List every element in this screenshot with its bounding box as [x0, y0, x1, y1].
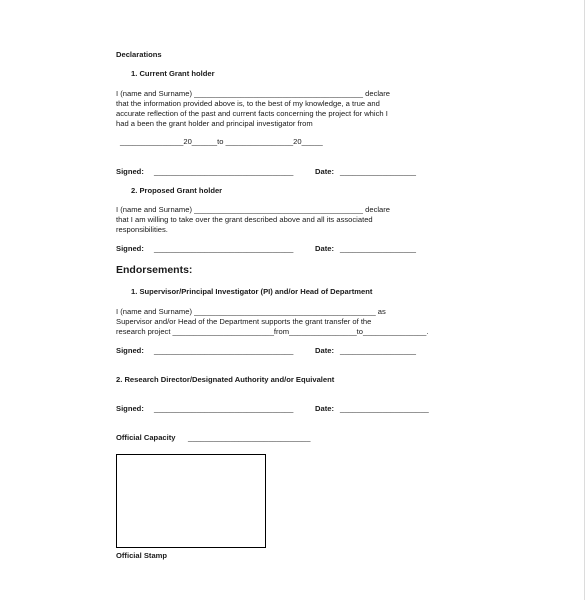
- supervisor-line-3: research project ________________________from________________to_______________.: [116, 327, 429, 336]
- date-label-2: Date:: [315, 244, 334, 253]
- signed-field-1: _________________________________: [154, 167, 294, 176]
- date-label-1: Date:: [315, 167, 334, 176]
- endorsements-heading: Endorsements:: [116, 264, 193, 276]
- signed-label-3: Signed:: [116, 346, 144, 355]
- official-capacity-field: _____________________________: [188, 433, 311, 442]
- date-field-3: __________________: [340, 346, 417, 355]
- current-holder-line-1: I (name and Surname) ________________________________________ declare: [116, 89, 391, 98]
- grant-period-line: _______________20______to ________________20_____: [120, 137, 323, 146]
- supervisor-line-1: I (name and Surname) ___________________________________________ as: [116, 307, 386, 316]
- signed-label-2: Signed:: [116, 244, 144, 253]
- official-stamp-label: Official Stamp: [116, 551, 168, 560]
- official-stamp-box: [116, 454, 266, 548]
- signed-label-4: Signed:: [116, 404, 144, 413]
- date-field-2: __________________: [340, 244, 417, 253]
- research-director-heading: 2. Research Director/Designated Authority and/or Equivalent: [116, 375, 335, 384]
- date-field-1: __________________: [340, 167, 417, 176]
- signed-field-2: _________________________________: [154, 244, 294, 253]
- proposed-holder-line-1: I (name and Surname) ________________________________________ declare: [116, 205, 391, 214]
- proposed-holder-line-2: that I am willing to take over the grant described above and all its associated: [116, 215, 373, 224]
- current-grant-holder-heading: 1. Current Grant holder: [131, 69, 215, 78]
- date-field-4: _____________________: [340, 404, 429, 413]
- supervisor-line-2: Supervisor and/or Head of the Department supports the grant transfer of the: [116, 317, 372, 326]
- date-label-3: Date:: [315, 346, 334, 355]
- official-capacity-label: Official Capacity: [116, 433, 176, 442]
- signed-field-4: _________________________________: [154, 404, 294, 413]
- current-holder-line-3: accurate reflection of the past and current facts concerning the project for which I: [116, 109, 388, 118]
- proposed-grant-holder-heading: 2. Proposed Grant holder: [131, 186, 223, 195]
- date-label-4: Date:: [315, 404, 334, 413]
- signed-field-3: _________________________________: [154, 346, 294, 355]
- signed-label-1: Signed:: [116, 167, 144, 176]
- declarations-heading: Declarations: [116, 50, 162, 59]
- current-holder-line-2: that the information provided above is, to the best of my knowledge, a true and: [116, 99, 380, 108]
- proposed-holder-line-3: responsibilities.: [116, 225, 168, 234]
- current-holder-line-4: had a been the grant holder and principal investigator from: [116, 119, 313, 128]
- supervisor-heading: 1. Supervisor/Principal Investigator (PI) and/or Head of Department: [131, 287, 373, 296]
